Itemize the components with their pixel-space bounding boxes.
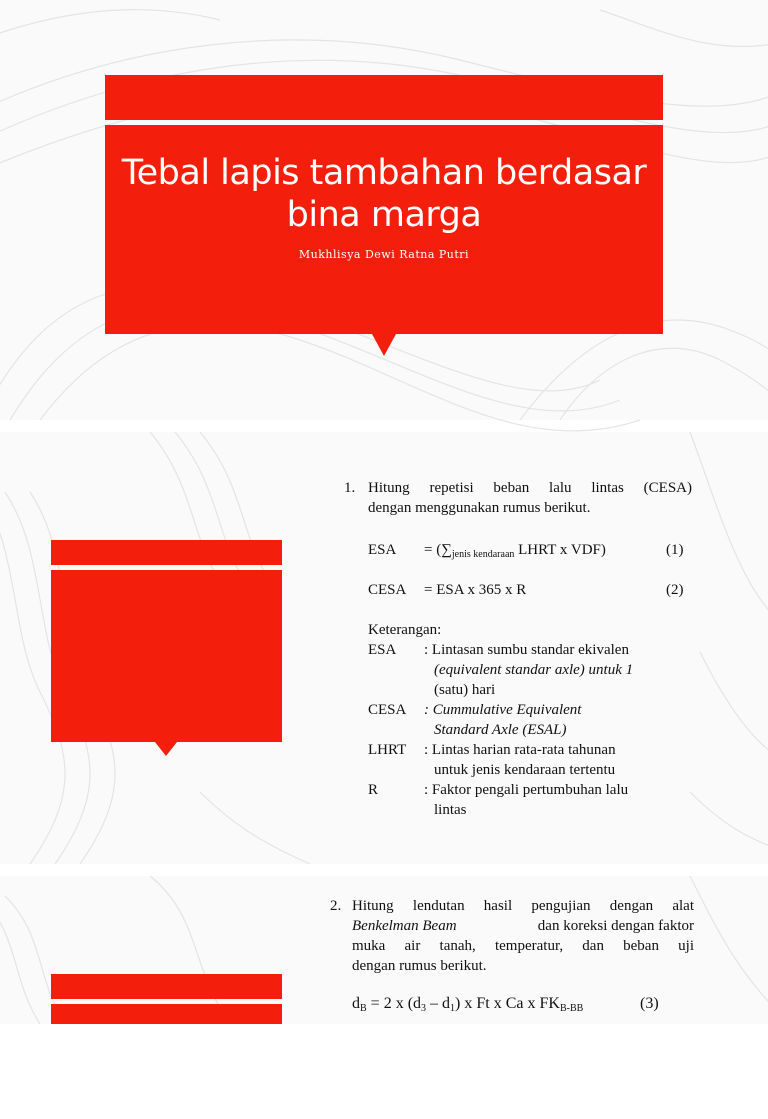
slide-3 (0, 876, 768, 1024)
section-band-top (51, 540, 282, 565)
def-esa-line-3: (satu) hari (434, 682, 496, 698)
def-term-lhrt: LHRT (368, 742, 407, 758)
title-line-1: Tebal lapis tambahan berdasar (121, 153, 647, 193)
def-r-line-1: : Faktor pengali pertumbuhan lalu (424, 782, 629, 798)
section-title (51, 1057, 282, 1119)
eq3-formula: $d_B = 2$ x $(d_3 - d_1)$ x Ft x Ca x $FK_{B-BB}$ (352, 995, 584, 1014)
step-1-line-2: dengan menggunakan rumus berikut. (368, 500, 591, 516)
keterangan-label: Keterangan: (368, 622, 442, 638)
step-2-line-4: dengan rumus berikut. (352, 958, 487, 974)
def-cesa-line-1: : Cummulative Equivalent (424, 702, 582, 718)
eq1-number: (1) (666, 542, 684, 558)
section-panel (51, 570, 282, 742)
def-esa-line-2: (equivalent standar axle) untuk 1 (434, 662, 634, 678)
step-number-2: 2. (330, 898, 342, 914)
section-title-line-1: Bina Marga th (89, 1060, 244, 1085)
title-line-2: bina marga (286, 195, 482, 235)
def-r-line-2: lintas (434, 802, 467, 818)
slide-1 (0, 0, 768, 420)
formula-document-2 (330, 896, 700, 1024)
def-term-cesa: CESA (368, 702, 407, 718)
eq1-rhs: = ($\sum_{jenis kendaraan}$ LHRT x VDF) (424, 542, 606, 560)
section-title-line-2: 2005 (138, 1091, 195, 1116)
def-esa-line-1: : Lintasan sumbu standar ekivalen (424, 642, 629, 658)
section-band-top (51, 974, 282, 999)
step-2-line-3: muka air tanah, temperatur, dan beban uji (352, 938, 694, 954)
step-1-line-1: Hitung repetisi beban lalu lintas (CESA) (368, 480, 692, 496)
def-cesa-line-2: Standard Axle (ESAL) (434, 722, 567, 738)
eq3-number: (3) (640, 995, 659, 1012)
title-pointer (372, 334, 396, 356)
section-panel (51, 1004, 282, 1024)
eq2-rhs: = ESA x 365 x R (424, 582, 527, 598)
step-2-line-1: Hitung lendutan hasil pengujian dengan alat (352, 898, 694, 914)
presentation-title (105, 152, 663, 236)
def-term-r: R (368, 782, 379, 798)
def-lhrt-line-2: untuk jenis kendaraan tertentu (434, 762, 616, 778)
step-number-1: 1. (344, 480, 356, 496)
def-lhrt-line-1: : Lintas harian rata-rata tahunan (424, 742, 616, 758)
eq2-number: (2) (666, 582, 684, 598)
step-2-line-2: Benkelman Beam dan koreksi dengan faktor (352, 918, 694, 934)
formula-document-1 (344, 478, 694, 838)
eq2-lhs: CESA (368, 582, 407, 598)
benkelman-beam-term: Benkelman Beam (352, 918, 457, 934)
section-pointer (155, 742, 177, 756)
author-subtitle: Mukhlisya Dewi Ratna Putri (298, 248, 470, 261)
def-term-esa: ESA (368, 642, 397, 658)
eq1-lhs: ESA (368, 542, 397, 558)
title-band-top (105, 75, 663, 120)
